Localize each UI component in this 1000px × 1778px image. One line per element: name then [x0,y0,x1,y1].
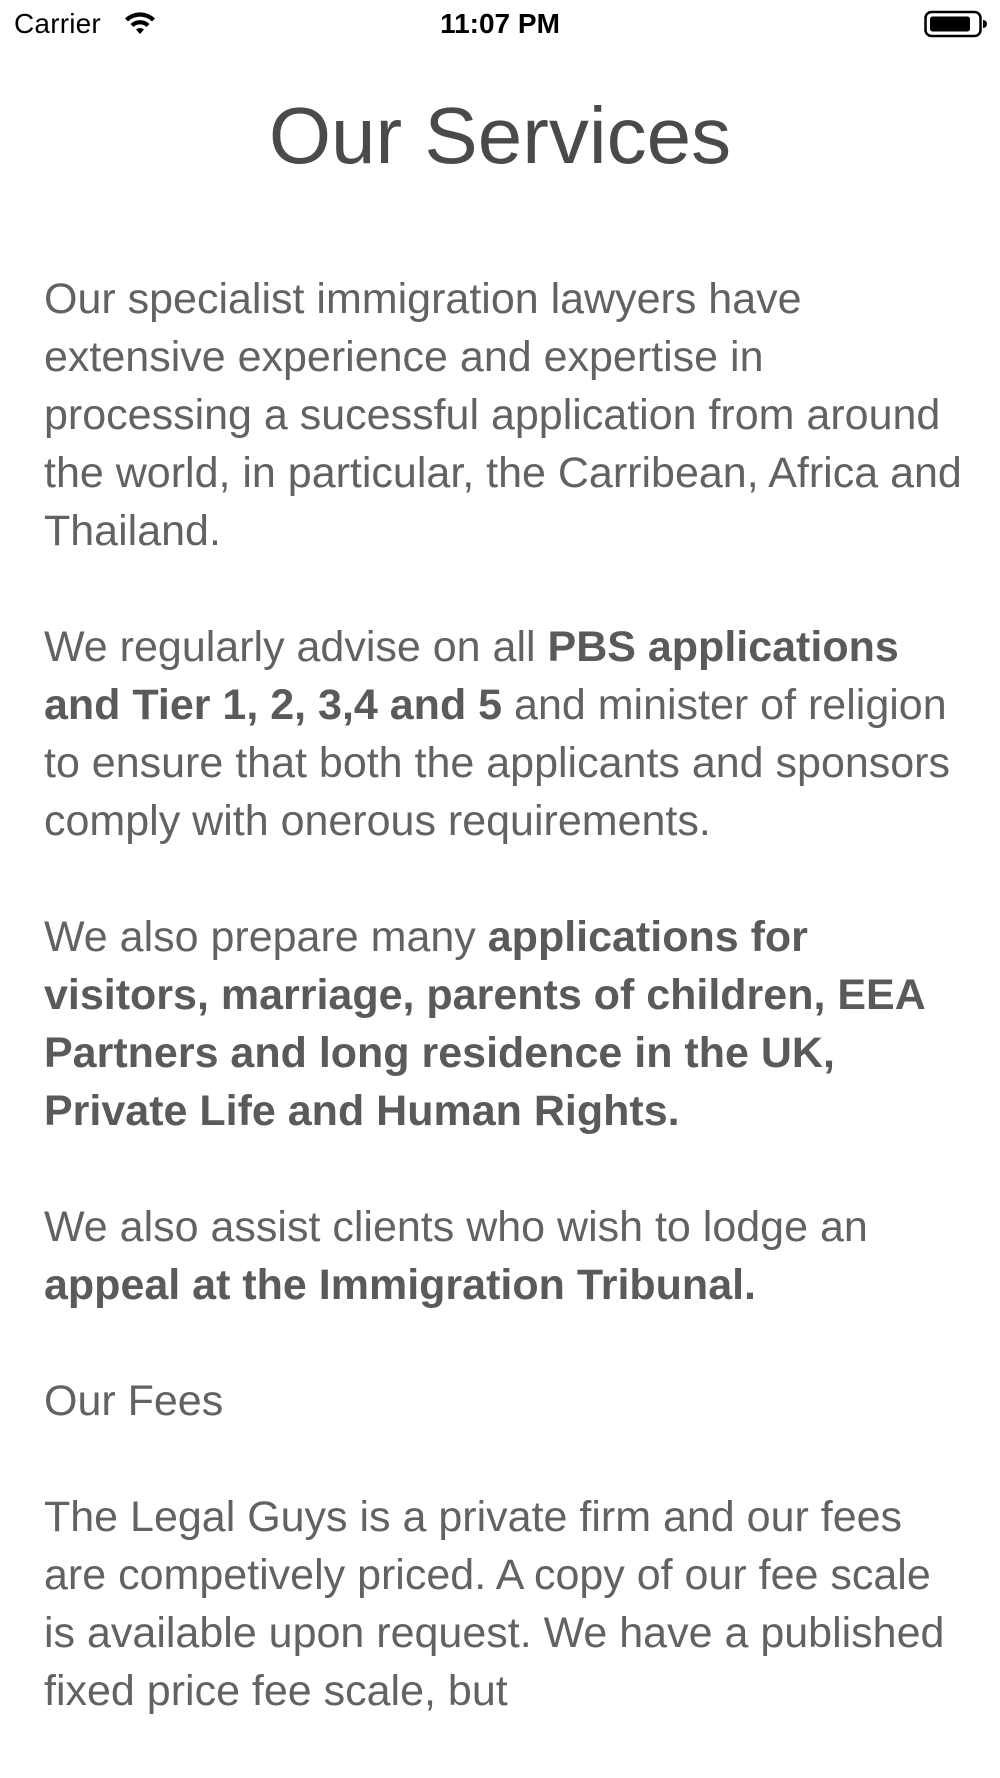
status-bar [0,0,1000,50]
pbs-text-bold: PBS applications and Tier 1, 2, 3,4 and 5 [44,623,899,729]
fees-heading-text: Our Fees [44,1377,224,1425]
appeal-text-bold: appeal at the Immigration Tribunal. [44,1261,756,1309]
status-time: 11:07 PM [440,8,560,39]
pbs-text-post: and minister of religion to ensure that both the applicants and sponsors comply with onerous requirements. [44,681,951,845]
appeal-text-pre: We also assist clients who wish to lodge an [44,1203,868,1251]
applications-paragraph [44,908,964,1140]
intro-text: Our specialist immigration lawyers have extensive experience and expertise in processing a sucessful application from around the world, in particular, the Carribean, Africa and Thailand. [44,275,962,555]
fees-text: The Legal Guys is a private firm and our fees are competively priced. A copy of our fee scale is available upon request. We have a published fixed price fee scale, but [44,1493,945,1715]
services-content [44,270,964,1778]
fees-paragraph [44,1488,964,1720]
fees-heading [44,1372,964,1430]
pbs-paragraph [44,618,964,850]
carrier-label: Carrier [14,8,101,39]
battery-icon [924,10,988,38]
page-title: Our Services [268,91,732,180]
applications-text-bold: applications for visitors, marriage, parents of children, EEA Partners and long residence in the UK, Private Life and Human Rights. [44,913,925,1135]
intro-paragraph [44,270,964,560]
appeal-paragraph [44,1198,964,1314]
applications-text-pre: We also prepare many [44,913,488,961]
pbs-text-pre: We regularly advise on all [44,623,548,671]
